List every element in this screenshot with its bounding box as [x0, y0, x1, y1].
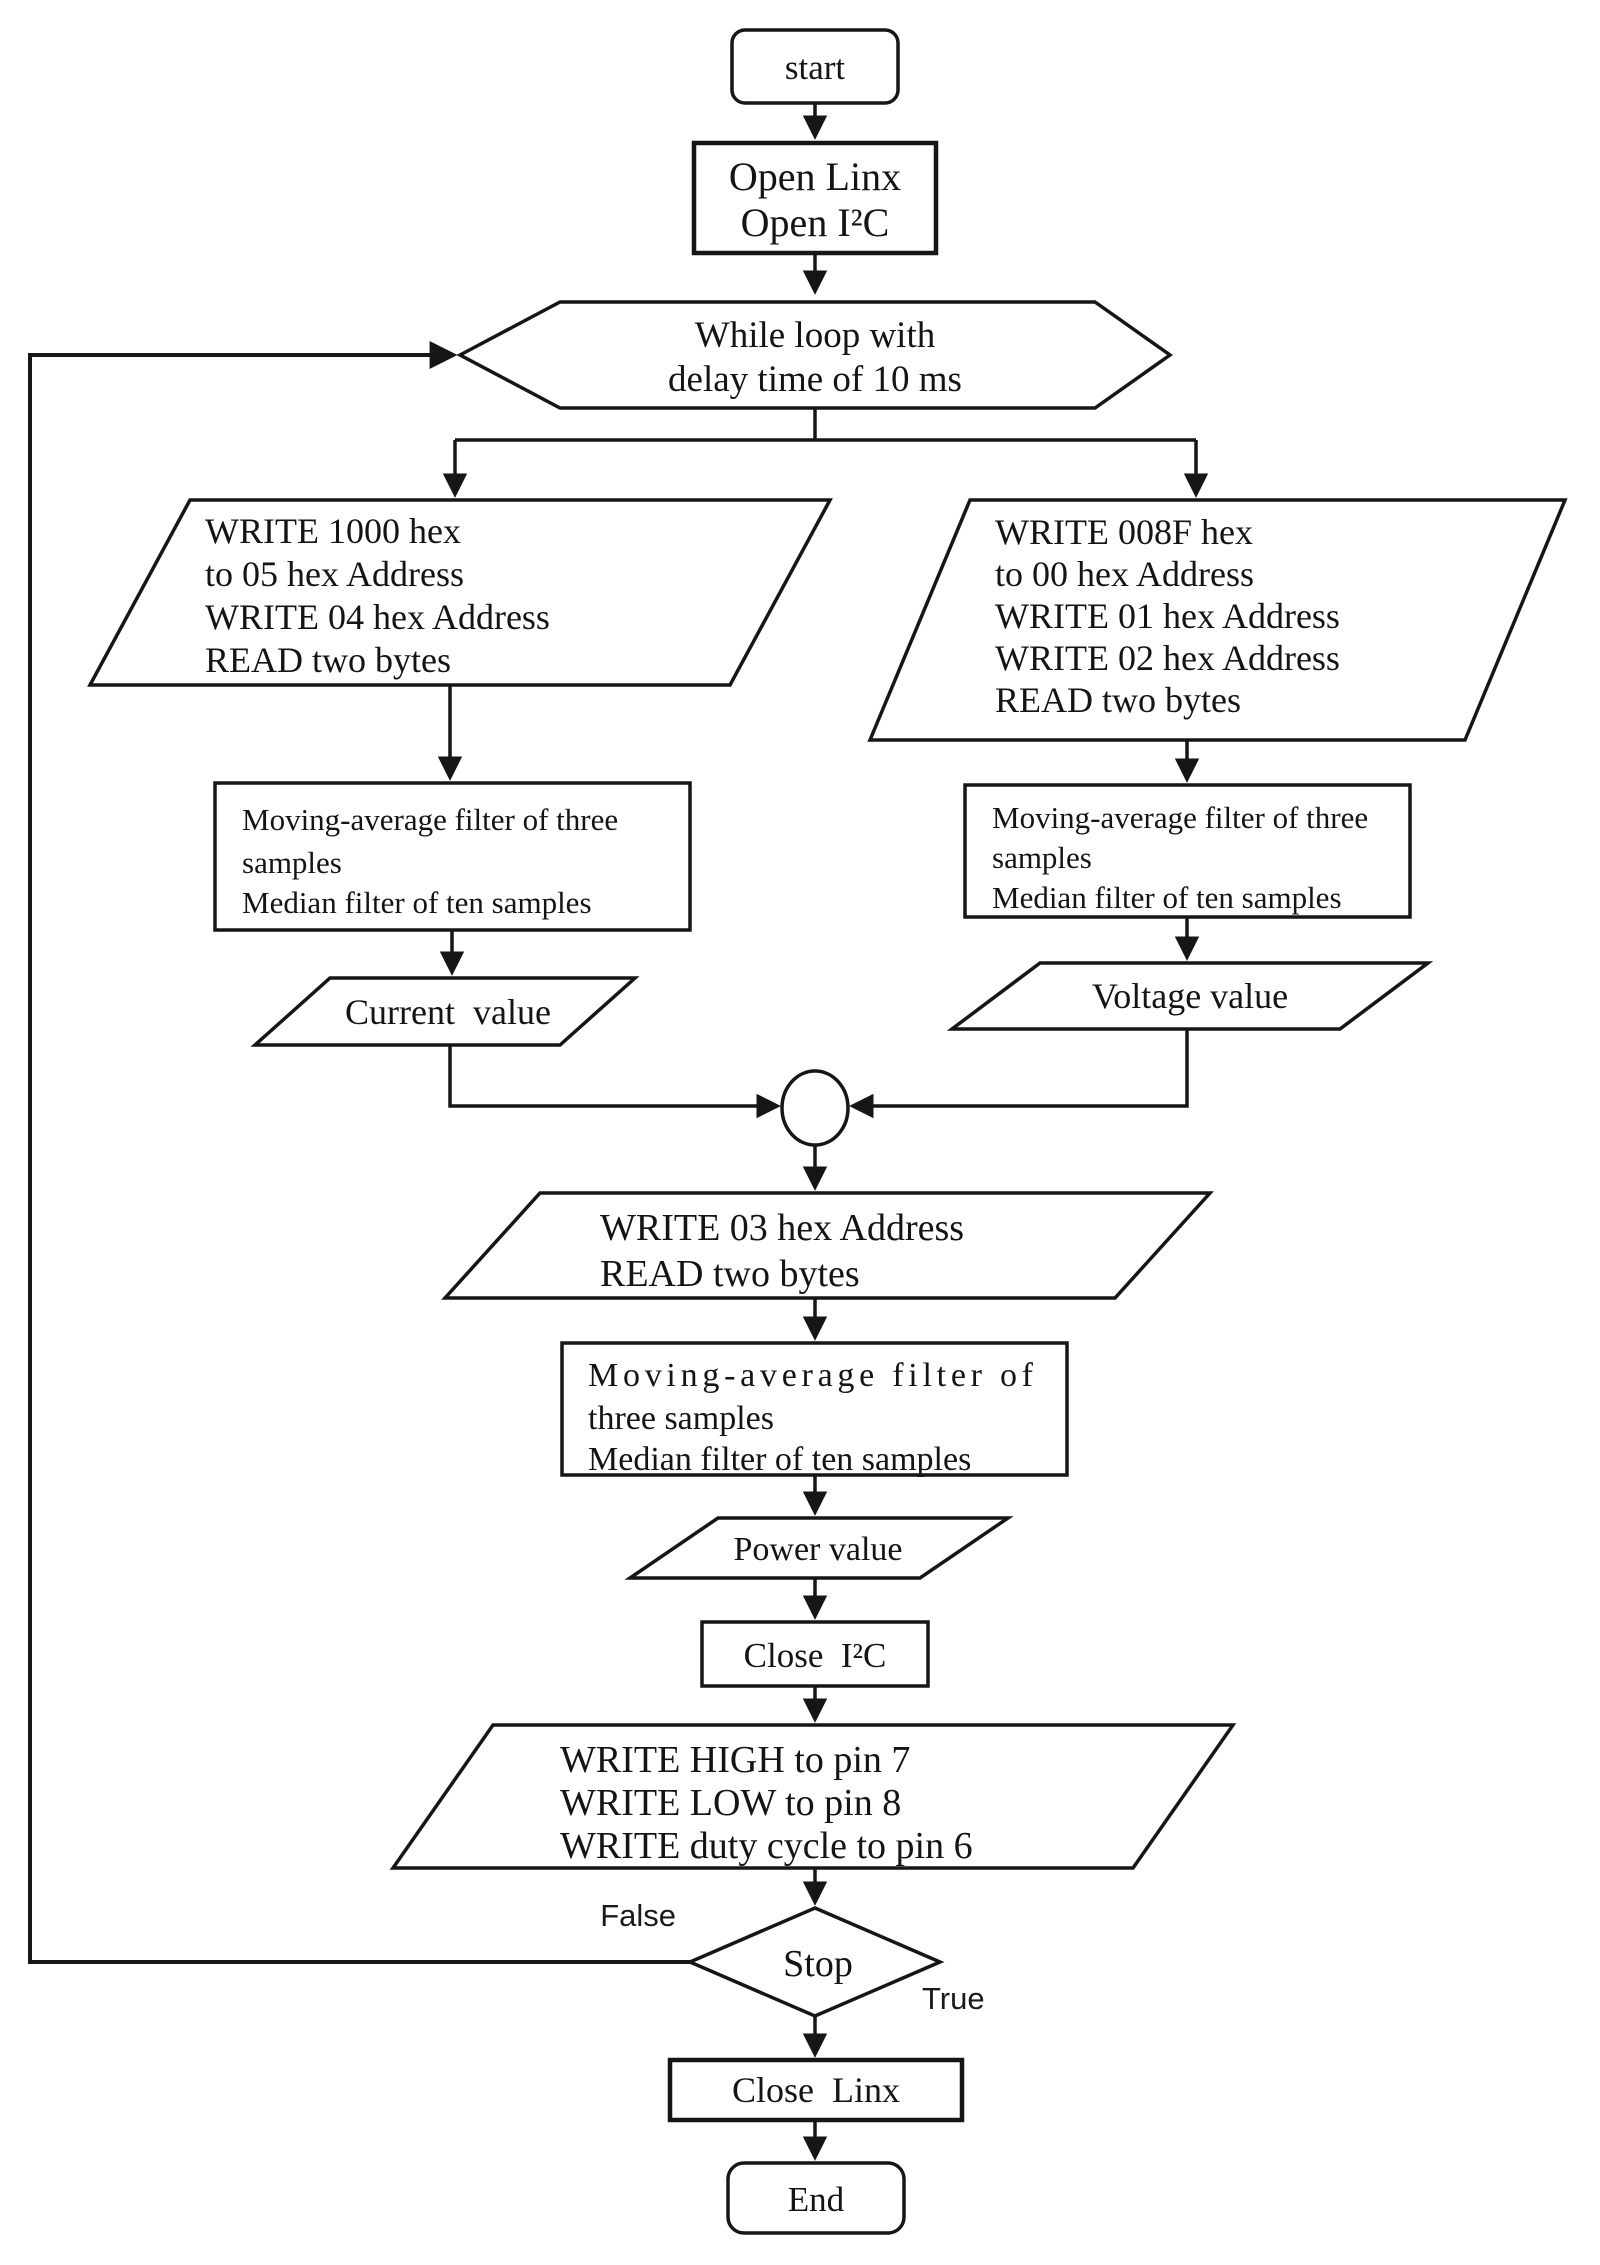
write-power-line1: WRITE 03 hex Address	[600, 1207, 965, 1249]
power-value-label: Power value	[733, 1531, 903, 1568]
node-write-voltage	[870, 500, 1565, 740]
node-write-current	[90, 500, 830, 685]
node-start	[732, 30, 898, 103]
node-filter-power	[562, 1343, 1067, 1478]
filter-current-line1: Moving-average filter of three	[242, 802, 619, 837]
edge-voltagevalue-to-junction	[854, 1029, 1187, 1106]
node-close-i2c	[702, 1622, 928, 1686]
stop-true-branch-label: True	[922, 1981, 985, 2016]
filter-current-line3: Median filter of ten samples	[242, 885, 592, 920]
start-label: start	[784, 48, 846, 87]
filter-current-line2: samples	[242, 845, 342, 880]
filter-voltage-line1: Moving-average filter of three	[992, 800, 1369, 835]
voltage-value-label: Voltage value	[1091, 976, 1289, 1016]
node-open-linx	[694, 143, 936, 253]
open-linx-line1: Open Linx	[728, 154, 902, 199]
stop-decision-label: Stop	[783, 1943, 853, 1985]
node-filter-voltage	[965, 785, 1410, 917]
filter-voltage-line2: samples	[992, 840, 1092, 875]
filter-power-line3: Median filter of ten samples	[588, 1441, 972, 1478]
open-linx-line2: Open I²C	[740, 200, 890, 245]
close-linx-label: Close Linx	[732, 2070, 900, 2110]
write-current-line3: WRITE 04 hex Address	[205, 597, 550, 637]
filter-power-line2: three samples	[588, 1400, 774, 1437]
write-current-line1: WRITE 1000 hex	[205, 511, 461, 551]
close-i2c-label: Close I²C	[743, 1636, 887, 1675]
while-loop-line2: delay time of 10 ms	[668, 359, 962, 400]
write-pins-line1: WRITE HIGH to pin 7	[560, 1739, 911, 1781]
write-pins-line2: WRITE LOW to pin 8	[560, 1782, 902, 1824]
write-voltage-line5: READ two bytes	[995, 680, 1241, 720]
node-write-power	[445, 1193, 1210, 1298]
current-value-label: Current value	[345, 992, 551, 1032]
write-voltage-line1: WRITE 008F hex	[995, 512, 1253, 552]
write-pins-line3: WRITE duty cycle to pin 6	[560, 1825, 973, 1867]
write-voltage-line2: to 00 hex Address	[995, 554, 1254, 594]
node-junction	[782, 1071, 848, 1145]
write-current-line4: READ two bytes	[205, 640, 451, 680]
node-write-pins	[393, 1725, 1233, 1868]
edge-whileloop-split	[455, 408, 1196, 440]
node-voltage-value	[952, 963, 1428, 1029]
write-voltage-line4: WRITE 02 hex Address	[995, 638, 1340, 678]
while-loop-line1: While loop with	[694, 315, 936, 356]
node-current-value	[255, 978, 635, 1045]
node-stop-decision	[600, 1898, 984, 2016]
write-power-line2: READ two bytes	[600, 1253, 860, 1295]
stop-false-branch-label: False	[600, 1898, 676, 1933]
filter-power-line1: Moving-average filter of	[588, 1357, 1033, 1394]
end-label: End	[787, 2180, 845, 2219]
write-voltage-line3: WRITE 01 hex Address	[995, 596, 1340, 636]
node-power-value	[630, 1518, 1008, 1578]
edge-currentvalue-to-junction	[450, 1045, 776, 1106]
node-filter-current	[215, 783, 690, 930]
write-current-line2: to 05 hex Address	[205, 554, 464, 594]
junction-circle	[782, 1071, 848, 1145]
node-close-linx	[670, 2060, 962, 2120]
filter-voltage-line3: Median filter of ten samples	[992, 880, 1342, 915]
node-end	[728, 2163, 904, 2233]
node-while-loop	[460, 302, 1170, 408]
